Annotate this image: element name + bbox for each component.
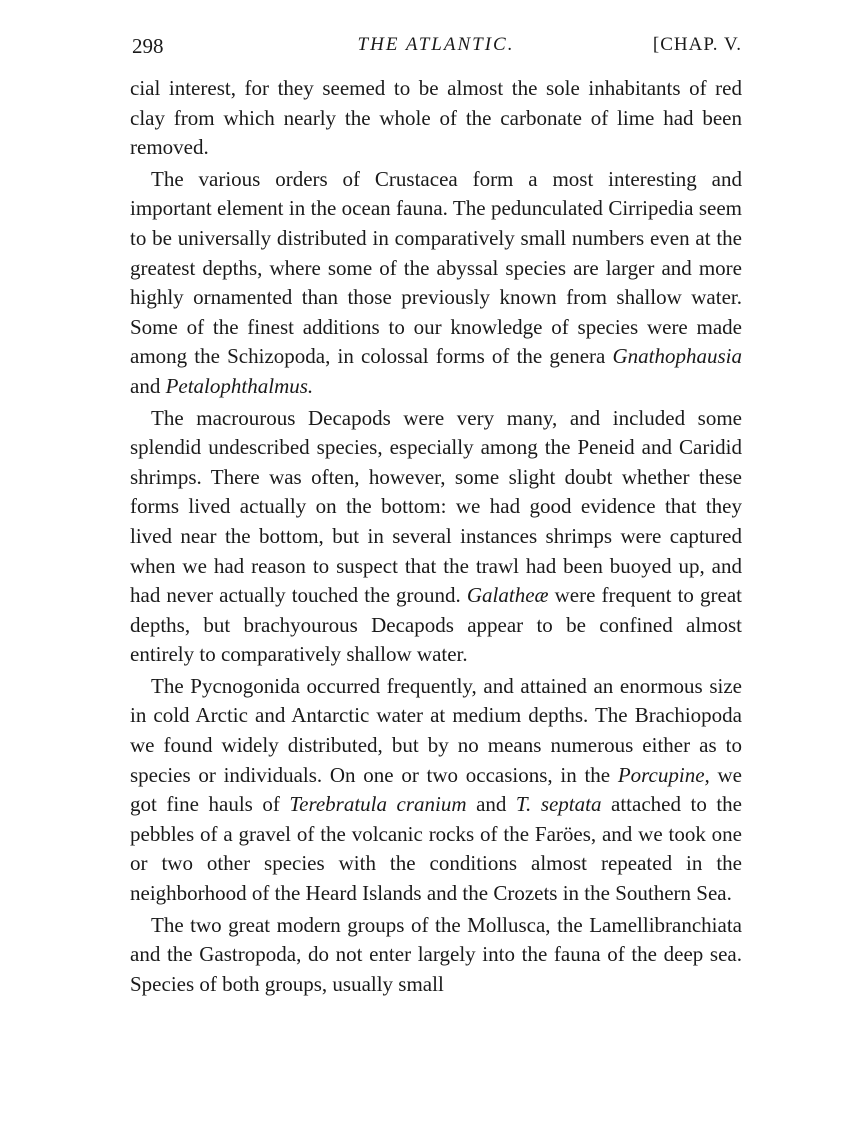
text-segment: and xyxy=(130,373,166,398)
paragraph-crustacea xyxy=(130,165,742,402)
body-text xyxy=(130,74,742,999)
text-segment: we got fine hauls of xyxy=(130,762,742,817)
running-head xyxy=(130,30,742,62)
page-number: 298 xyxy=(132,34,164,58)
text-segment: The macrourous Decapods were very many, and included some splendid undescribed species, especially among the Peneid and Caridid shrimps. There was often, however, some slight doubt whether these forms lived actually on the bottom: we had good evidence that they lived near the bottom, but in several instances shrimps were captured when we had reason to suspect that the trawl had been buoyed up, and had never actually touched the ground. xyxy=(130,405,742,608)
genus-name: Gnathophausia xyxy=(612,344,742,369)
species-name: T. septata xyxy=(515,792,602,817)
species-name: Terebratula cranium xyxy=(289,792,467,817)
genus-name: Galatheæ xyxy=(466,583,549,608)
text-segment: The various orders of Crustacea form a most interesting and important element in the ocean fauna. The pedunculated Cirripedia seem to be universally distributed in comparatively small numbers even at the greatest depths, where some of the abyssal species are larger and more highly ornamented than those previously known from shallow water. Some of the finest additions to our knowledge of species were made among the Schizopoda, in colossal forms of the genera xyxy=(130,166,742,369)
text-segment: were frequent to great depths, but brachyourous Decapods appear to be confined almost entirely to comparatively shallow water. xyxy=(130,583,742,667)
ship-name: Porcupine, xyxy=(617,762,710,787)
text-segment: The Pycnogonida occurred frequently, and attained an enormous size in cold Arctic and Antarctic water at medium depths. The Brachiopoda we found widely distributed, but by no means numerous either as to species or individuals. On one or two occasions, in the xyxy=(130,673,742,787)
text-segment: The two great modern groups of the Mollusca, the Lamellibranchiata and the Gastropoda, do not enter largely into the fauna of the deep sea. Species of both groups, usually small xyxy=(130,912,742,996)
text-segment: attached to the pebbles of a gravel of the volcanic rocks of the Faröes, and we took one or two other species with the conditions almost repeated in the neighborhood of the Heard Islands and the Crozets in the Southern Sea. xyxy=(130,792,742,906)
paragraph-pycnogonida xyxy=(130,672,742,909)
paragraph-decapods xyxy=(130,404,742,670)
chapter-reference: [CHAP. V. xyxy=(652,34,742,55)
text-segment: and xyxy=(466,792,516,817)
paragraph-mollusca xyxy=(130,911,742,1000)
text-segment: cial interest, for they seemed to be almost the sole inhabitants of red clay from which nearly the whole of the carbonate of lime had been removed. xyxy=(130,76,742,160)
book-page xyxy=(130,30,742,1001)
running-title: THE ATLANTIC. xyxy=(357,34,515,55)
genus-name: Petalophthalmus. xyxy=(165,373,314,398)
paragraph-continued xyxy=(130,74,742,163)
